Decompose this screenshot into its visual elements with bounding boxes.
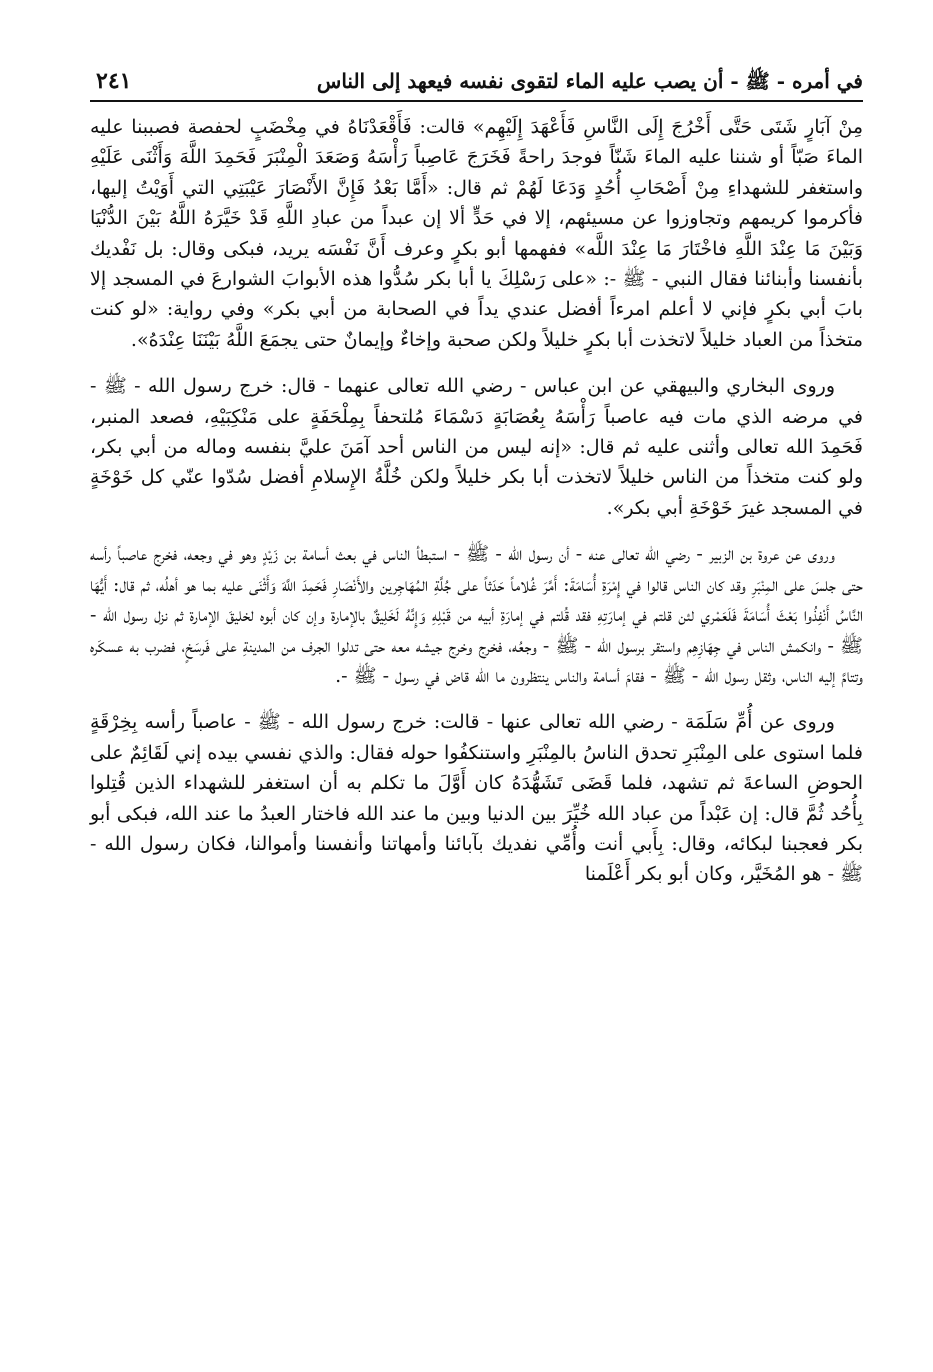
body-text [90, 112, 863, 906]
paragraph: وروى عن أُمِّ سَلَمَة - رضي الله تعالى عنها - قالت: خرج رسول الله - ﷺ - عاصباً رأسه بِخِرْقَةٍ فلما استوى على المِنْبَرِ تحدق الناسُ بالمِنْبَرِ واستنكفُوا حوله فقال: والذي نفسي بيده إني لَقَائِمٌ على الحوضِ الساعةَ ثم تشهد، فلما قَضَى تَشَهُّدَهُ كان أَوَّلَ ما تكلم به أن استغفر للشهداء الذين قُتِلوا بِأُحُد ثُمَّ قال: إن عَبْداً من عباد الله خُيِّرَ بين الدنيا وبين ما عند الله فاختار العبدُ ما عند الله، فبكى أبو بكر فعجبنا لبكائه، وقال: بِأَبي أنت وأُمِّي نفديك بآبائنا وأمهاتنا وأنفسنا وأموالنا، فكان رسول الله - ﷺ - هو المُخَيَّر، وكان أبو بكر أَعْلَمنا [90, 711, 863, 886]
paragraph: مِنْ آبَارٍ شَتَى حَتَّى أَخْرُجَ إِلَى النَّاسِ فَأَعْهَدَ إِلَيْهِم» قالت: فَأَقْعَدْنَاهُ في مِخْضَبٍ لحفصة فصببنا عليه الماءَ صَبّاً أو شننا عليه الماءَ شَنّاً فوجدَ راحةً فَخَرَجَ عَاصِباً رَأْسَهُ وَصَعَدَ الْمِنْبَرَ فَحَمِدَ اللَّهَ وَأَثْنَى عَلَيْهِ واستغفر للشهداءِ مِنْ أَصْحَابِ أُحُدٍ وَدَعَا لَهُمْ ثم قال: «أَمَّا بَعْدُ فَإِنَّ الأَنْصَارَ عَيْبَتِي التي أَوَيْتُ إليها، فأكرموا كريمهم وتجاوزوا عن مسيئهم، إلا في حَدٍّ ألا إن عبداً من عبادِ اللَّهِ قَدْ خَيَّرَهُ اللَّهُ بَيْنَ الدُّنْيَا وَبَيْنَ مَا عِنْدَ اللَّهِ فاخْتَارَ مَا عِنْدَ اللَّه» ففهمها أبو بكرٍ وعرف أَنَّ نَفْسَه يريد، فبكى وقال: بل نَفْديك بأنفسنا وأبنائنا فقال النبي - ﷺ -: «على رَسْلِكَ يا أبا بكر سُدُّوا هذه الأبوابَ الشوارعَ في المسجد إلا بابَ أبي بكرٍ فإني لا أعلم امرءاً أفضل عندي يداً في الصحابة من أبي بكر» وفي رواية: «لو كنت متخذاً من العباد خليلاً لاتخذت أبا بكرٍ خليلاً ولكن صحبة وإخاءٌ وإيمانٌ حتى يجمَعَ اللَّهُ بَيْنَنَا عِنْدَهُ». [90, 116, 863, 351]
paragraph: وروى عن عروة بن الزبير - رضي الله تعالى عنه - أن رسول الله - ﷺ - استبطأ الناس في بعث أسامة بن زَيْدٍ وهو في وجعه، فخرج عاصباً رأسه حتى جلسَ على المِنْبَرِ وقد كان الناس قالوا في إِمْرَةِ أُسَامَةَ: أَمَّرَ غُلاماً حَدَثاً على جُلَّةِ المُهَاجِرين والأَنْصَارِ فَحَمِدَ اللَّهَ وَأَثْنَى عليه بما هو أهلُه، ثم قال: أَيُّهَا النَّاسُ أَنْفِذُوا بَعْثَ أُسَامَةَ فَلَعَمْري لئن قلتم في إمارَتِهِ فقد قُلتم في إمارَةِ أبيه من قَبْلِهِ وَإِنَّهُ لَخَلِيقٌ بالإمارة وإن كان أبوه لخليقَ الإمارة ثم نزل رسول الله - ﷺ - وانكمش الناس في جِهَازِهِم واستقر برسول الله - ﷺ - وجعُه، فخرج وخرج جيشه معه حتى تدلوا الجرف من المدينةِ على فَرسَخٍ، فضرب به عسكَره وتتامَّ إليه الناس، وثقل رسول الله - ﷺ - فقامَ أسامة والناس ينتظرون ما الله قاض في رسول - ﷺ -. [90, 543, 863, 687]
page-header [96, 58, 863, 98]
paragraph: وروى البخاري والبيهقي عن ابن عباس - رضي الله تعالى عنهما - قال: خرج رسول الله - ﷺ - في مرضه الذي مات فيه عاصباً رَأْسَهُ بِعُصَابَةٍ دَسْمَاءَ مُلتحفاً بِمِلْحَفَةٍ على مَنْكِبَيْهِ، فصعد المنبر، فَحَمِدَ الله تعالى وأثنى عليه ثم قال: «إنه ليس من الناس أحد آمَنَ عليَّ بنفسه وماله من أبي بكر، ولو كنت متخذاً من الناس خليلاً لاتخذت أبا بكر خليلاً ولكن خُلَّةُ الإِسلامِ أفضل سُدّوا عنّي كل خَوْخَةٍ في المسجد غيرَ خَوْخَةِ أبي بكر». [90, 375, 863, 519]
page-number: ٢٤١ [96, 68, 132, 94]
running-head: في أمره - ﷺ - أن يصب عليه الماء لتقوى نفسه فيعهد إلى الناس [316, 69, 863, 93]
header-divider [90, 100, 863, 102]
